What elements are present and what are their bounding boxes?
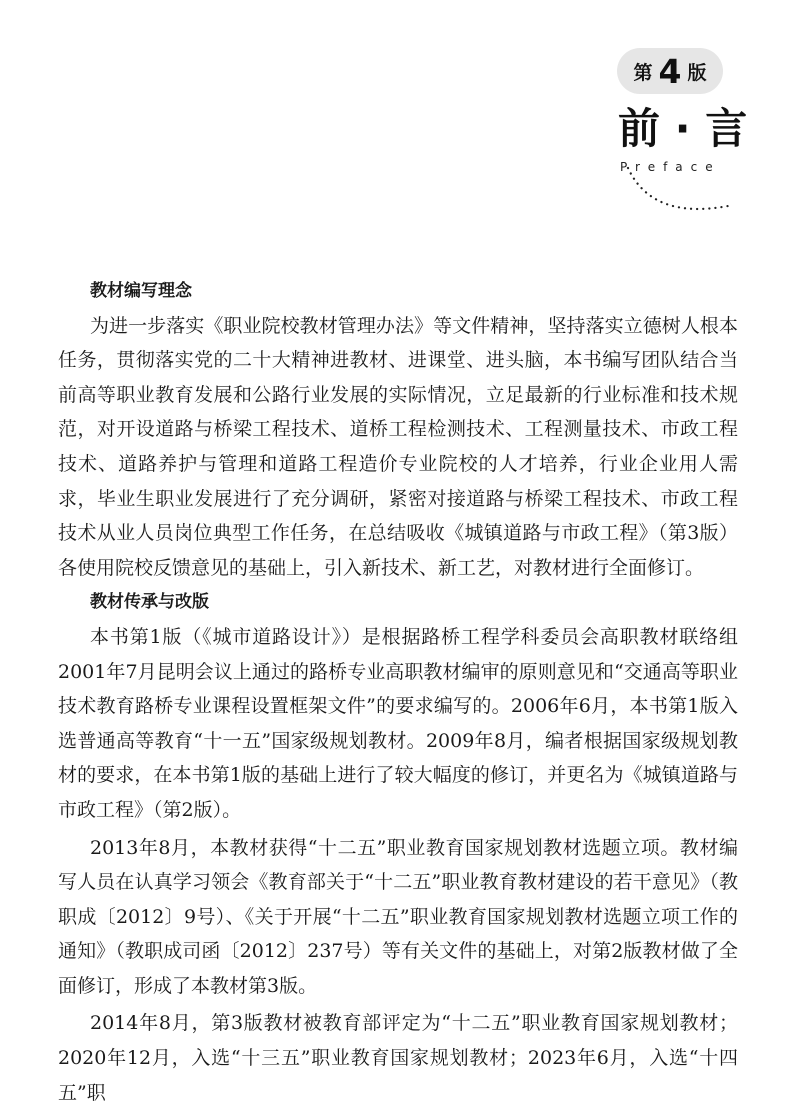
- section-heading-writing-concept: 教材编写理念: [90, 281, 192, 301]
- page-title: 前 · 言: [618, 104, 748, 153]
- paragraph: 本书第1版（《城市道路设计》）是根据路桥工程学科委员会高职教材联络组2001年7月昆明会议上通过的路桥专业高职教材编审的原则意见和“交通高等职业技术教育路桥专业课程设置框架文件”的要求编写的。2006年6月，本书第1版入选普通高等教育“十一五”国家级规划教材。2009年8月，编者根据国家级规划教材的要求，在本书第1版的基础上进行了较大幅度的修订，并更名为《城镇道路与市政工程》（第2版）。: [58, 625, 738, 821]
- edition-prefix: 第: [633, 61, 653, 84]
- preface-body: [58, 274, 738, 1110]
- edition-suffix: 版: [687, 61, 707, 84]
- edition-number: 4: [658, 51, 682, 91]
- paragraph: 2014年8月，第3版教材被教育部评定为“十二五”职业教育国家规划教材；2020年12月，入选“十三五”职业教育国家规划教材；2023年6月，入选“十四五”职: [58, 1012, 738, 1104]
- decorative-dot-arc: [600, 150, 740, 230]
- section-heading-inheritance-revision: 教材传承与改版: [90, 592, 209, 613]
- edition-tab: [617, 48, 723, 94]
- page-subtitle: Preface: [620, 160, 721, 174]
- paragraph: 2013年8月，本教材获得“十二五”职业教育国家规划教材选题立项。教材编写人员在认真学习领会《教育部关于“十二五”职业教育教材建设的若干意见》（教职成〔2012〕9号）、《关于开展“十二五”职业教育国家规划教材选题立项工作的通知》（教职成司函〔2012〕237号）等有关文件的基础上，对第2版教材做了全面修订，形成了本教材第3版。: [58, 836, 738, 997]
- paragraph: 为进一步落实《职业院校教材管理办法》等文件精神，坚持落实立德树人根本任务，贯彻落实党的二十大精神进教材、进课堂、进头脑，本书编写团队结合当前高等职业教育发展和公路行业发展的实际情况，立足最新的行业标准和技术规范，对开设道路与桥梁工程技术、道桥工程检测技术、工程测量技术、市政工程技术、道路养护与管理和道路工程造价专业院校的人才培养，行业企业用人需求，毕业生职业发展进行了充分调研，紧密对接道路与桥梁工程技术、市政工程技术从业人员岗位典型工作任务，在总结吸收《城镇道路与市政工程》（第3版）各使用院校反馈意见的基础上，引入新技术、新工艺，对教材进行全面修订。: [58, 314, 738, 579]
